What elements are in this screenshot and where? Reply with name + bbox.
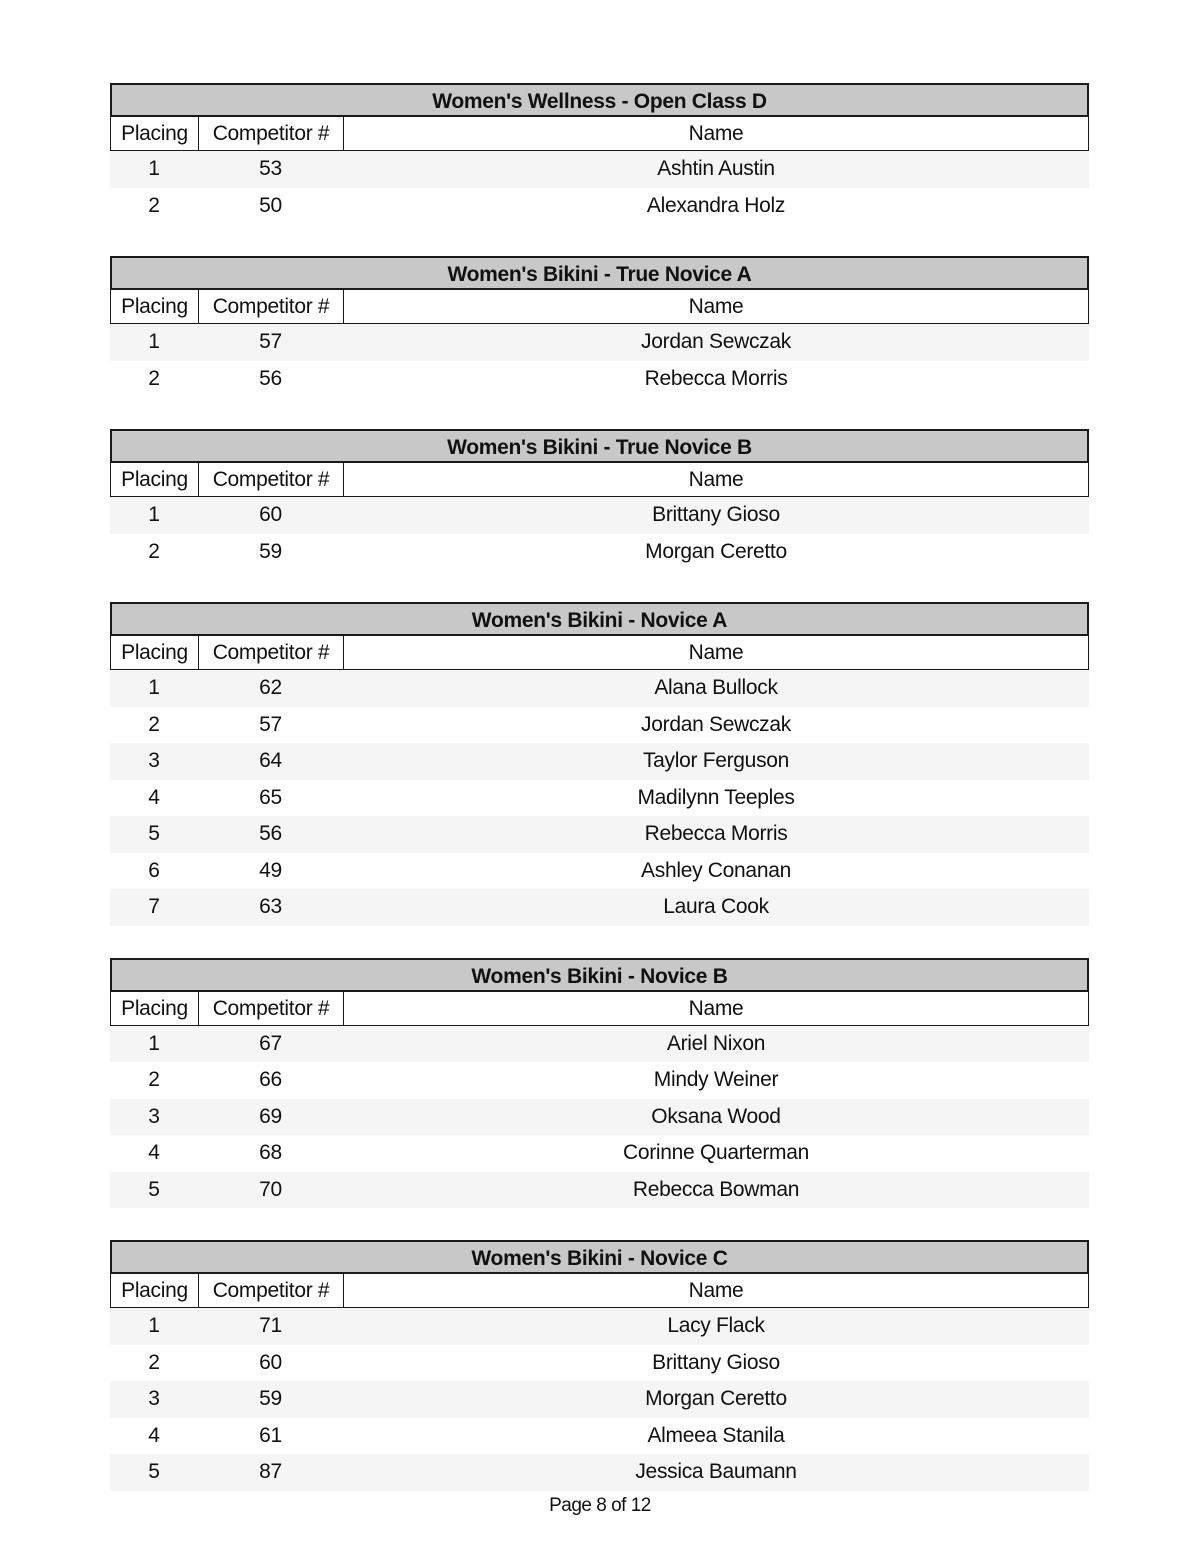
table-row [110,1026,1089,1063]
header-placing: Placing [111,1274,199,1307]
header-placing: Placing [111,463,199,496]
competitor-name-cell: Madilynn Teeples [637,785,795,809]
table-row [110,1308,1089,1345]
competitor-name-cell: Lacy Flack [667,1314,765,1337]
competitor-number-cell: 53 [259,157,282,180]
results-table [110,602,1089,926]
table-body [110,497,1089,570]
table-row [110,188,1089,225]
competitor-number-cell: 57 [259,712,282,736]
results-table [110,256,1089,397]
section-title: Women's Wellness - Open Class D [110,83,1089,117]
header-name: Name [688,996,744,1020]
competitor-name-cell: Brittany Gioso [652,503,780,526]
competitor-number-cell: 65 [259,785,282,809]
table-row [110,889,1089,926]
competitor-name-cell: Corinne Quarterman [622,1141,810,1164]
table-row [110,151,1089,188]
placing-cell: 7 [148,895,160,918]
table-header-row [110,117,1089,151]
table-header-row [110,992,1089,1026]
results-table [110,83,1089,224]
competitor-number-cell: 59 [259,1387,282,1410]
table-body [110,151,1089,224]
header-placing: Placing [111,992,199,1025]
competitor-number-cell: 68 [259,1141,282,1164]
table-row [110,743,1089,780]
section-title: Women's Bikini - True Novice B [110,429,1089,463]
competitor-name-cell: Morgan Ceretto [645,539,787,563]
competitor-number-cell: 87 [259,1460,282,1483]
competitor-name-cell: Rebecca Bowman [632,1177,800,1201]
competitor-number-cell: 64 [259,749,282,772]
placing-cell: 4 [148,785,160,809]
competitor-name-cell: Oksana Wood [651,1104,781,1128]
header-name: Name [688,468,744,491]
table-row [110,1062,1089,1099]
placing-cell: 2 [148,712,160,736]
table-row [110,853,1089,890]
competitor-number-cell: 67 [259,1031,282,1055]
competitor-number-cell: 56 [259,366,282,390]
table-row [110,1454,1089,1491]
competitor-number-cell: 59 [259,539,282,563]
competitor-name-cell: Ariel Nixon [666,1031,766,1055]
competitor-name-cell: Rebecca Morris [644,366,788,390]
competitor-number-cell: 61 [259,1423,282,1447]
table-body [110,324,1089,397]
table-header-row [110,1274,1089,1308]
competitor-number-cell: 63 [259,895,282,918]
header-competitor: Competitor # [199,992,344,1025]
table-row [110,1345,1089,1382]
placing-cell: 3 [148,749,160,772]
results-sections [110,83,1089,1523]
header-competitor: Competitor # [199,636,344,669]
header-competitor: Competitor # [199,117,344,150]
competitor-name-cell: Rebecca Morris [644,822,788,845]
placing-cell: 5 [148,1177,160,1201]
competitor-number-cell: 69 [259,1104,282,1128]
header-name: Name [688,122,744,145]
competitor-name-cell: Alana Bullock [654,676,778,699]
competitor-name-cell: Jordan Sewczak [641,330,791,353]
competitor-number-cell: 70 [259,1177,282,1201]
table-row [110,1099,1089,1136]
table-row [110,361,1089,398]
header-name: Name [688,641,744,664]
placing-cell: 2 [148,193,160,217]
section-title: Women's Bikini - Novice B [110,958,1089,992]
header-competitor: Competitor # [199,463,344,496]
table-header-row [110,290,1089,324]
placing-cell: 1 [148,503,160,526]
competitor-number-cell: 57 [259,330,282,353]
header-name: Name [688,295,744,318]
table-row [110,324,1089,361]
table-row [110,1418,1089,1455]
placing-cell: 1 [148,1314,160,1337]
competitor-number-cell: 56 [259,822,282,845]
header-placing: Placing [111,636,199,669]
competitor-name-cell: Morgan Ceretto [645,1387,787,1410]
competitor-name-cell: Brittany Gioso [652,1350,780,1374]
section-title: Women's Bikini - Novice C [110,1240,1089,1274]
placing-cell: 5 [148,822,160,845]
table-row [110,1381,1089,1418]
page-footer: Page 8 of 12 [549,1495,651,1516]
table-row [110,707,1089,744]
placing-cell: 1 [148,157,160,180]
competitor-number-cell: 60 [259,503,282,526]
header-name: Name [688,1279,744,1302]
competitor-name-cell: Alexandra Holz [646,193,786,217]
table-row [110,1172,1089,1209]
placing-cell: 5 [148,1460,160,1483]
results-table [110,958,1089,1209]
header-competitor: Competitor # [199,1274,344,1307]
table-row [110,816,1089,853]
placing-cell: 6 [148,858,160,882]
competitor-name-cell: Taylor Ferguson [642,749,790,772]
competitor-name-cell: Ashley Conanan [641,858,791,882]
competitor-name-cell: Ashtin Austin [657,157,775,180]
placing-cell: 1 [148,1031,160,1055]
table-header-row [110,636,1089,670]
table-row [110,1135,1089,1172]
competitor-number-cell: 49 [259,858,282,882]
competitor-name-cell: Mindy Weiner [653,1068,779,1091]
competitor-number-cell: 60 [259,1350,282,1374]
competitor-number-cell: 50 [259,193,282,217]
competitor-name-cell: Laura Cook [663,895,769,918]
placing-cell: 2 [148,1068,160,1091]
competitor-name-cell: Jordan Sewczak [641,712,791,736]
header-placing: Placing [111,290,199,323]
header-competitor: Competitor # [199,290,344,323]
placing-cell: 4 [148,1141,160,1164]
placing-cell: 3 [148,1387,160,1410]
table-body [110,1026,1089,1209]
placing-cell: 3 [148,1104,160,1128]
table-body [110,1308,1089,1491]
placing-cell: 2 [148,1350,160,1374]
table-row [110,497,1089,534]
table-row [110,780,1089,817]
section-title: Women's Bikini - True Novice A [110,256,1089,290]
table-row [110,534,1089,571]
placing-cell: 1 [148,676,160,699]
competitor-number-cell: 66 [259,1068,282,1091]
competitor-name-cell: Jessica Baumann [635,1460,797,1483]
table-body [110,670,1089,926]
placing-cell: 2 [148,539,160,563]
table-row [110,670,1089,707]
competitor-number-cell: 62 [259,676,282,699]
placing-cell: 4 [148,1423,160,1447]
table-header-row [110,463,1089,497]
header-placing: Placing [111,117,199,150]
results-table [110,429,1089,570]
placing-cell: 2 [148,366,160,390]
competitor-name-cell: Almeea Stanila [647,1423,785,1447]
section-title: Women's Bikini - Novice A [110,602,1089,636]
results-table [110,1240,1089,1491]
competitor-number-cell: 71 [259,1314,282,1337]
placing-cell: 1 [148,330,160,353]
